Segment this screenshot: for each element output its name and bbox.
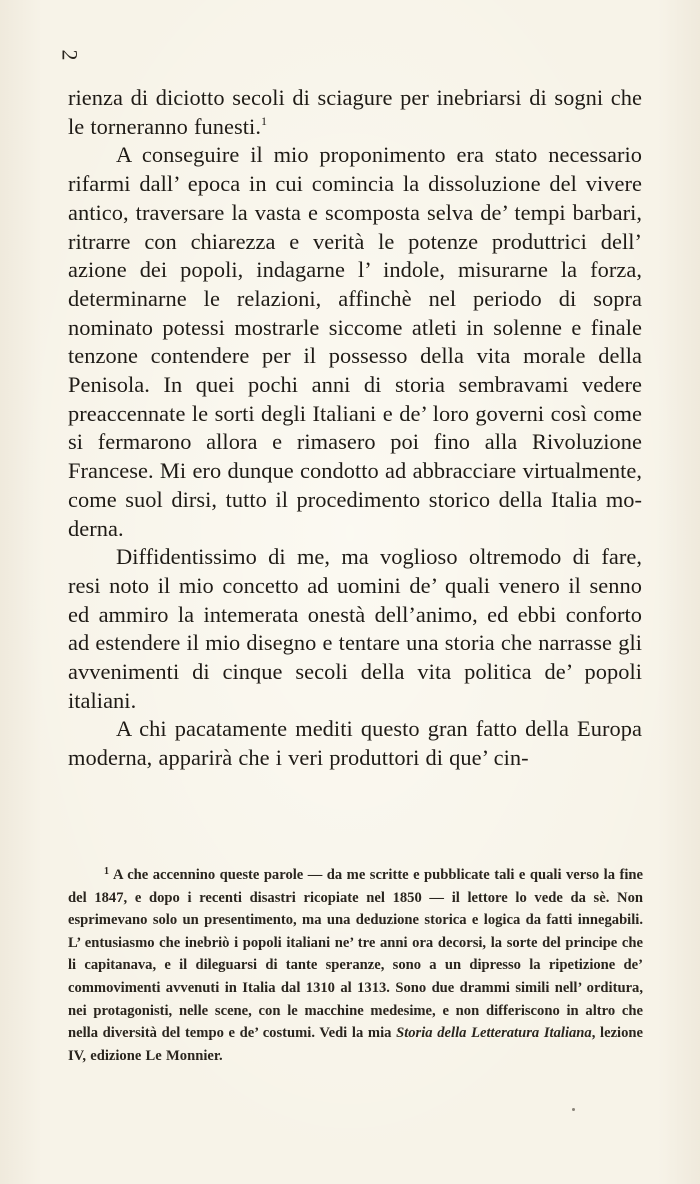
paragraph-3: Diffidentissimo di me, ma voglioso oltremodo di fare, resi noto il mio concetto ad uomini de’ quali venero il senno ed ammiro la intemerata onestà dell’animo, ed ebbi conforto ad estendere il mio disegno e tentare una storia che narrasse gli avvenimenti di cinque secoli della vita politica de’ popoli italiani. bbox=[68, 544, 642, 713]
footnote-text-after: , lezione IV, edizione Le Monnier. bbox=[68, 1025, 643, 1064]
body-text bbox=[68, 84, 642, 773]
footnote-text bbox=[68, 864, 643, 1067]
footnote-mark: 1 bbox=[104, 866, 109, 877]
paragraph-4: A chi pacatamente mediti questo gran fatto della Europa moderna, apparirà che i veri produttori di que’ cin- bbox=[68, 716, 642, 771]
footnote-book-title: Storia della Letteratura Italiana bbox=[396, 1025, 592, 1042]
footnote bbox=[68, 864, 643, 1067]
paragraph-1 bbox=[68, 84, 642, 141]
paper-speck bbox=[572, 1108, 575, 1111]
footnote-text-before: A che accennino queste parole — da me scritte e pubblicate tali e quali verso la fine del 1847, e dopo i recenti disastri ricopiate nel 1850 — il lettore lo vede da sè. Non esprimevano solo un presentimento, ma una deduzione storica e logica da fatti innegabili. L’ entusiasmo che inebriò i popoli italiani ne’ tre anni ora decorsi, la sorte del principe che li capitanava, e il dileguarsi di tante speranze, sono a un dipresso la ripetizione de’ commovimenti avvenuti in Italia dal 1310 al 1313. Sono due drammi simili nell’ orditura, nei protagonisti, nelle scene, con le macchine medesime, e non differiscono in altro che nella diversità del tempo e de’ costumi. Vedi la mia bbox=[68, 867, 643, 1042]
paragraph-1-text: rienza di diciotto secoli di sciagure per inebriarsi di sogni che le torneranno funesti. bbox=[68, 85, 642, 139]
paragraph-2: A conseguire il mio proponimento era stato necessario rifarmi dall’ epoca in cui comincia la dissoluzione del vivere antico, traversare la vasta e scomposta selva de’ tempi barbari, ritrarre con chiarezza e verità le potenze produttrici dell’ azione dei popoli, indagarne l’ indole, misurarne la forza, determinarne le relazioni, affinchè nel periodo di sopra nominato potessi mostrarle siccome atleti in solenne e finale tenzone contendere per il possesso della vita morale della Penisola. In quei pochi anni di storia sembravami vedere preaccennate le sorti degli Italiani e de’ loro governi così come si fermarono allora e rimasero poi fino alla Rivoluzione Francese. Mi ero dunque condotto ad abbracciare virtualmente, come suol dirsi, tutto il procedimento storico della Italia moderna. bbox=[68, 142, 642, 541]
page-number: 2 bbox=[57, 49, 83, 61]
footnote-reference: 1 bbox=[260, 113, 268, 128]
